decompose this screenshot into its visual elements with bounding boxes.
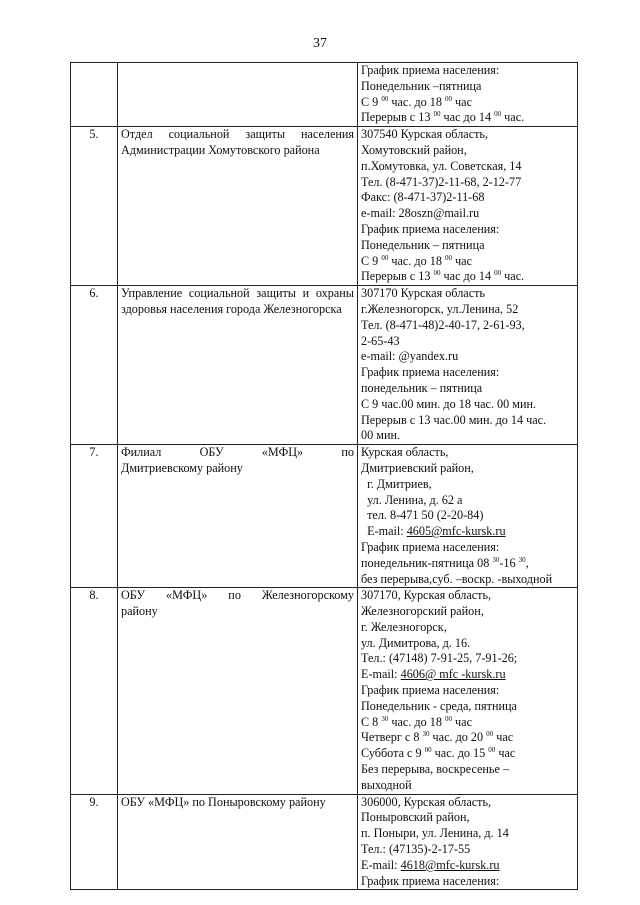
hours-line: С 9 $^{00}$ час. до 18 $^{00}$ час — [361, 253, 472, 268]
office-name: Управление социальной защиты и охраны здоровья населения города Железногорска — [118, 286, 358, 445]
hours-line: С 8 $^{30}$ час. до 18 $^{00}$ час — [361, 714, 472, 729]
office-name: Отдел социальной защиты населения Администрации Хомутовского района — [118, 127, 358, 286]
page-number: 37 — [313, 36, 327, 51]
email-line: E-mail: 4606@ mfc -kursk.ru — [361, 667, 506, 682]
office-table — [70, 62, 578, 890]
email-line: E-mail: 4618@mfc-kursk.ru — [361, 857, 500, 872]
office-name: Филиал ОБУ «МФЦ» по Дмитриевскому району — [118, 445, 358, 588]
contact-cell: 307540 Курская область, Хомутовский район, п.Хомутовка, ул. Советская, 14 Тел. (8-471-37)2-11-68, 2-12-77 Факс: (8-471-37)2-11-68 e-mail: 28oszn@mail.ru График приема населения: Понедельник – пятница С 9 $^{00}$ час. до 18 $^{00}$ час Перерыв с 13 $^{00}$ час до 14 $^{00}$ час. — [358, 127, 578, 286]
email-line: E-mail: 4605@mfc-kursk.ru — [367, 524, 506, 539]
table-row — [71, 286, 578, 445]
schedule-line: понедельник-пятница 08 $^{30}$-16 $^{30}$, — [361, 555, 529, 570]
table-row — [71, 127, 578, 286]
email-link[interactable]: 4605@mfc-kursk.ru — [406, 524, 506, 539]
row-number: 9. — [71, 794, 118, 890]
hours-line: С 9 $^{00}$ час. до 18 $^{00}$ час — [361, 94, 472, 109]
table-row — [71, 445, 578, 588]
row-number: 5. — [71, 127, 118, 286]
table-row — [71, 588, 578, 794]
email-link[interactable]: 4606@ mfc -kursk.ru — [400, 667, 506, 682]
row-number: 6. — [71, 286, 118, 445]
email-text: e-mail: 28oszn@mail.ru — [361, 206, 480, 221]
text-line: График приема населения: — [361, 63, 500, 77]
break-line: Перерыв с 13 $^{00}$ час до 14 $^{00}$ час. — [361, 110, 525, 125]
row-number: 8. — [71, 588, 118, 794]
thursday-line: Четверг с 8 $^{30}$ час. до 20 $^{00}$ час — [361, 730, 514, 745]
contact-cell — [358, 63, 578, 127]
email-text: e-mail: @yandex.ru — [361, 349, 459, 364]
saturday-line: Суббота с 9 $^{00}$ час. до 15 $^{00}$ час — [361, 746, 516, 761]
table-row — [71, 63, 578, 127]
contact-cell: 307170 Курская область г.Железногорск, ул.Ленина, 52 Тел. (8-471-48)2-40-17, 2-61-93, 2-65-43 e-mail: @yandex.ru График приема населения: понедельник – пятница С 9 час.00 мин. до 18 час. 00 мин. Перерыв с 13 час.00 мин. до 14 час. 00 мин. — [358, 286, 578, 445]
office-name: ОБУ «МФЦ» по Поныровскому району — [118, 794, 358, 890]
row-number: 7. — [71, 445, 118, 588]
office-name: ОБУ «МФЦ» по Железногорскому району — [118, 588, 358, 794]
contact-cell: 306000, Курская область, Поныровский район, п. Поныри, ул. Ленина, д. 14 Тел.: (47135)-2-17-55 E-mail: 4618@mfc-kursk.ru График приема населения: — [358, 794, 578, 890]
email-link[interactable]: 4618@mfc-kursk.ru — [400, 857, 500, 872]
table-row — [71, 794, 578, 890]
contact-cell: 307170, Курская область, Железногорский район, г. Железногорск, ул. Димитрова, д. 16. Тел.: (47148) 7-91-25, 7-91-26; E-mail: 4606@ mfc -kursk.ru График приема населения: Понедельник - среда, пятница С 8 $^{30}$ час. до 18 $^{00}$ час Четверг с 8 $^{30}$ час. до 20 $^{00}$ час Суббота с 9 $^{00}$ час. до 15 $^{00}$ час Без перерыва, воскресенье – выходной — [358, 588, 578, 794]
break-line: Перерыв с 13 $^{00}$ час до 14 $^{00}$ час. — [361, 269, 525, 284]
contact-cell: Курская область, Дмитриевский район, г. Дмитриев, ул. Ленина, д. 62 а тел. 8-471 50 (2-20-84) E-mail: 4605@mfc-kursk.ru График приема населения: понедельник-пятница 08 $^{30}$-16 $^{30}$, без перерыва,суб. –воскр. -выходной — [358, 445, 578, 588]
text-line: Понедельник –пятница — [361, 78, 482, 93]
